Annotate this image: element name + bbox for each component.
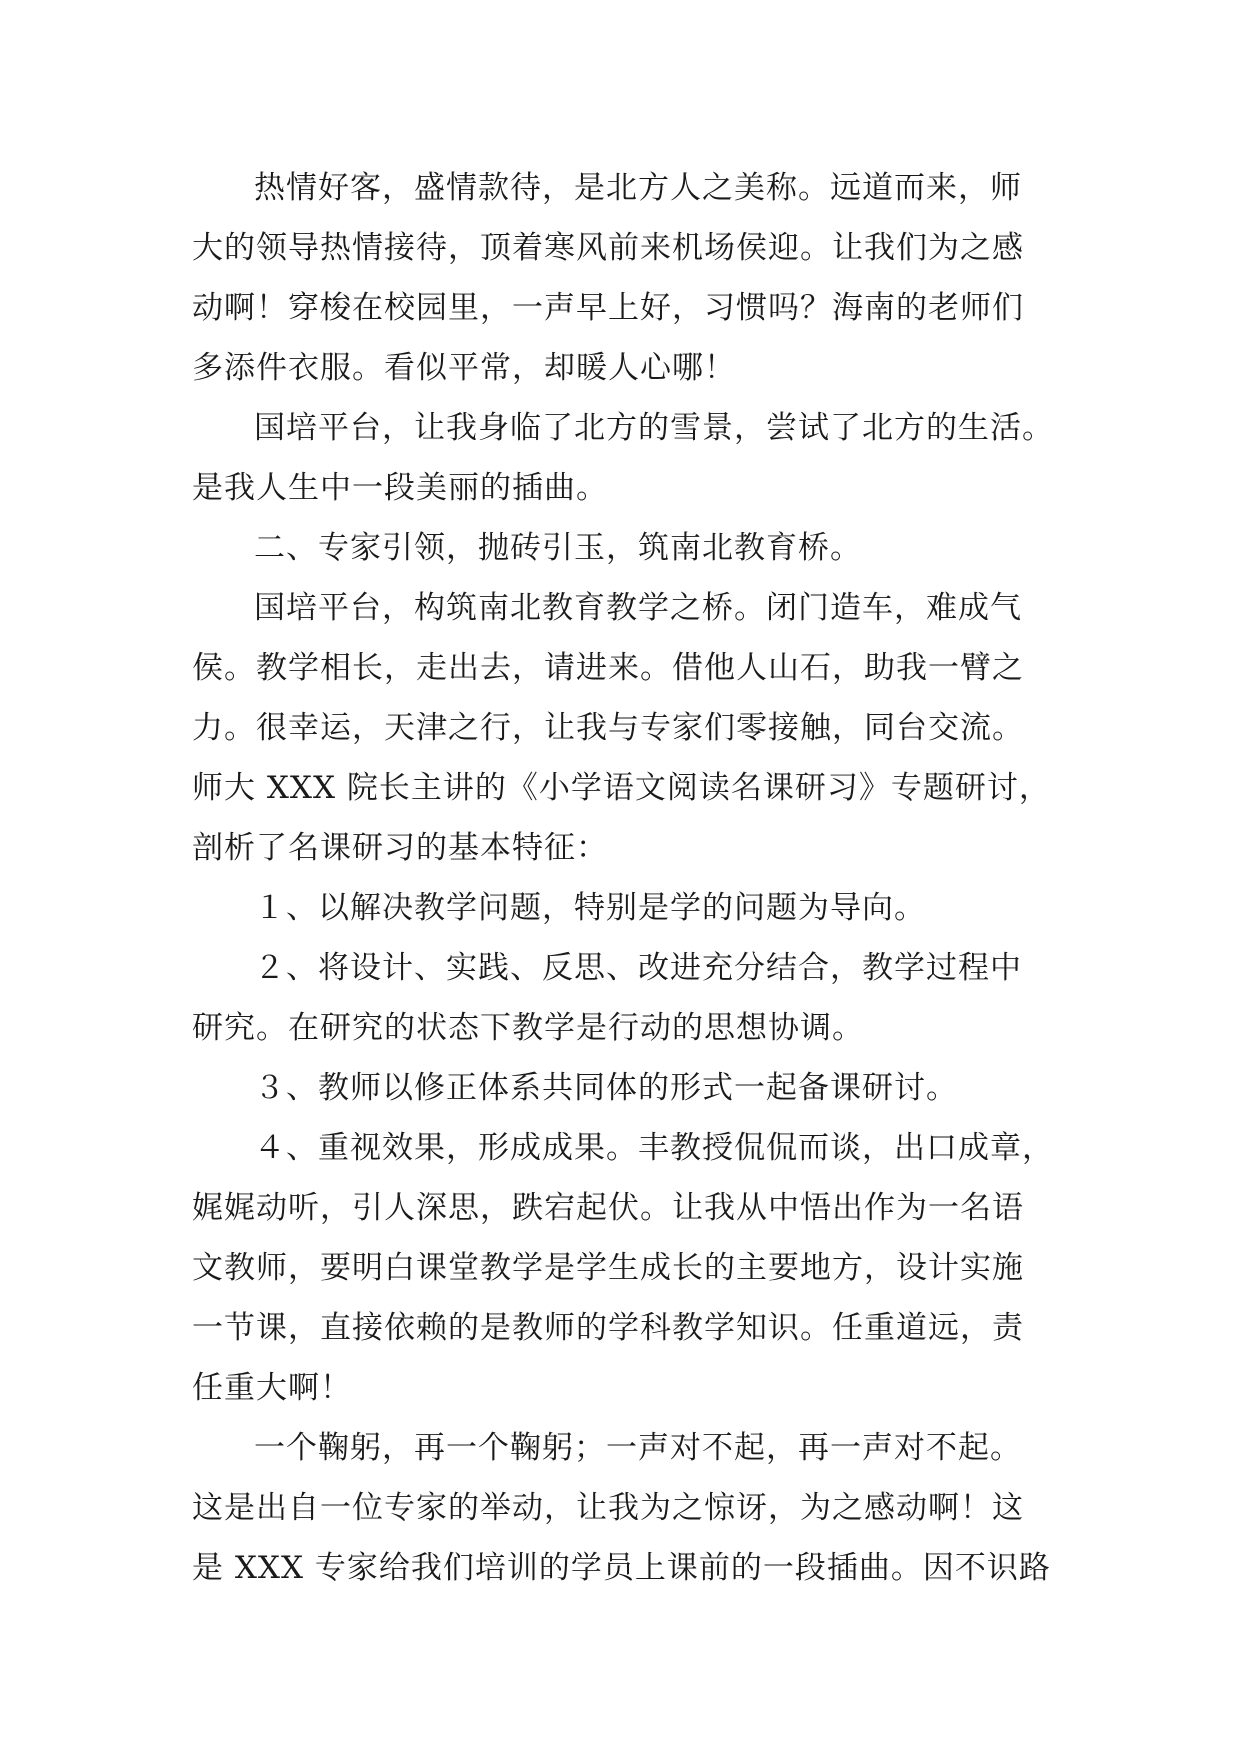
text-line: 大的领导热情接待，顶着寒风前来机场侯迎。让我们为之感	[192, 230, 1024, 266]
paragraph-bridge	[192, 578, 1052, 878]
list-item-2	[192, 938, 1052, 1058]
text-line: 多添件衣服。看似平常，却暖人心哪！	[192, 350, 736, 386]
section-heading-2	[192, 518, 1052, 578]
text-line: 国培平台，构筑南北教育教学之桥。闭门造车，难成气	[254, 590, 1022, 626]
text-line: 剖析了名课研习的基本特征：	[192, 830, 608, 866]
text-line: 国培平台，让我身临了北方的雪景，尝试了北方的生活。	[254, 410, 1054, 446]
text-line: 侯。教学相长，走出去，请进来。借他人山石，助我一臂之	[192, 650, 1024, 686]
text-line: １、以解决教学问题，特别是学的问题为导向。	[254, 890, 926, 926]
list-item-4	[192, 1118, 1052, 1418]
text-line: 这是出自一位专家的举动，让我为之惊讶，为之感动啊！这	[192, 1490, 1024, 1526]
text-line: 动啊！穿梭在校园里，一声早上好，习惯吗？海南的老师们	[192, 290, 1024, 326]
paragraph-platform-snow	[192, 398, 1052, 518]
text-line: 力。很幸运，天津之行，让我与专家们零接触，同台交流。	[192, 710, 1024, 746]
paragraph-hospitality	[192, 158, 1052, 398]
text-line: 一个鞠躬，再一个鞠躬；一声对不起，再一声对不起。	[254, 1430, 1022, 1466]
text-line: 娓娓动听，引人深思，跌宕起伏。让我从中悟出作为一名语	[192, 1190, 1024, 1226]
text-line: 师大 XXX 院长主讲的《小学语文阅读名课研习》专题研讨，	[192, 770, 1051, 806]
text-line: 是 XXX 专家给我们培训的学员上课前的一段插曲。因不识路	[192, 1550, 1051, 1586]
text-line: 二、专家引领，抛砖引玉，筑南北教育桥。	[254, 530, 862, 566]
text-line: 文教师，要明白课堂教学是学生成长的主要地方，设计实施	[192, 1250, 1024, 1286]
text-line: 一节课，直接依赖的是教师的学科教学知识。任重道远，责	[192, 1310, 1024, 1346]
text-line: ４、重视效果，形成成果。丰教授侃侃而谈，出口成章，	[254, 1130, 1054, 1166]
text-line: ２、将设计、实践、反思、改进充分结合，教学过程中	[254, 950, 1022, 986]
text-line: 热情好客，盛情款待，是北方人之美称。远道而来，师	[254, 170, 1022, 206]
list-item-1	[192, 878, 1052, 938]
paragraph-bow	[192, 1418, 1052, 1598]
document-body	[192, 158, 1052, 1598]
text-line: 任重大啊！	[192, 1370, 352, 1406]
text-line: 研究。在研究的状态下教学是行动的思想协调。	[192, 1010, 864, 1046]
text-line: 是我人生中一段美丽的插曲。	[192, 470, 608, 506]
text-line: ３、教师以修正体系共同体的形式一起备课研讨。	[254, 1070, 958, 1106]
list-item-3	[192, 1058, 1052, 1118]
